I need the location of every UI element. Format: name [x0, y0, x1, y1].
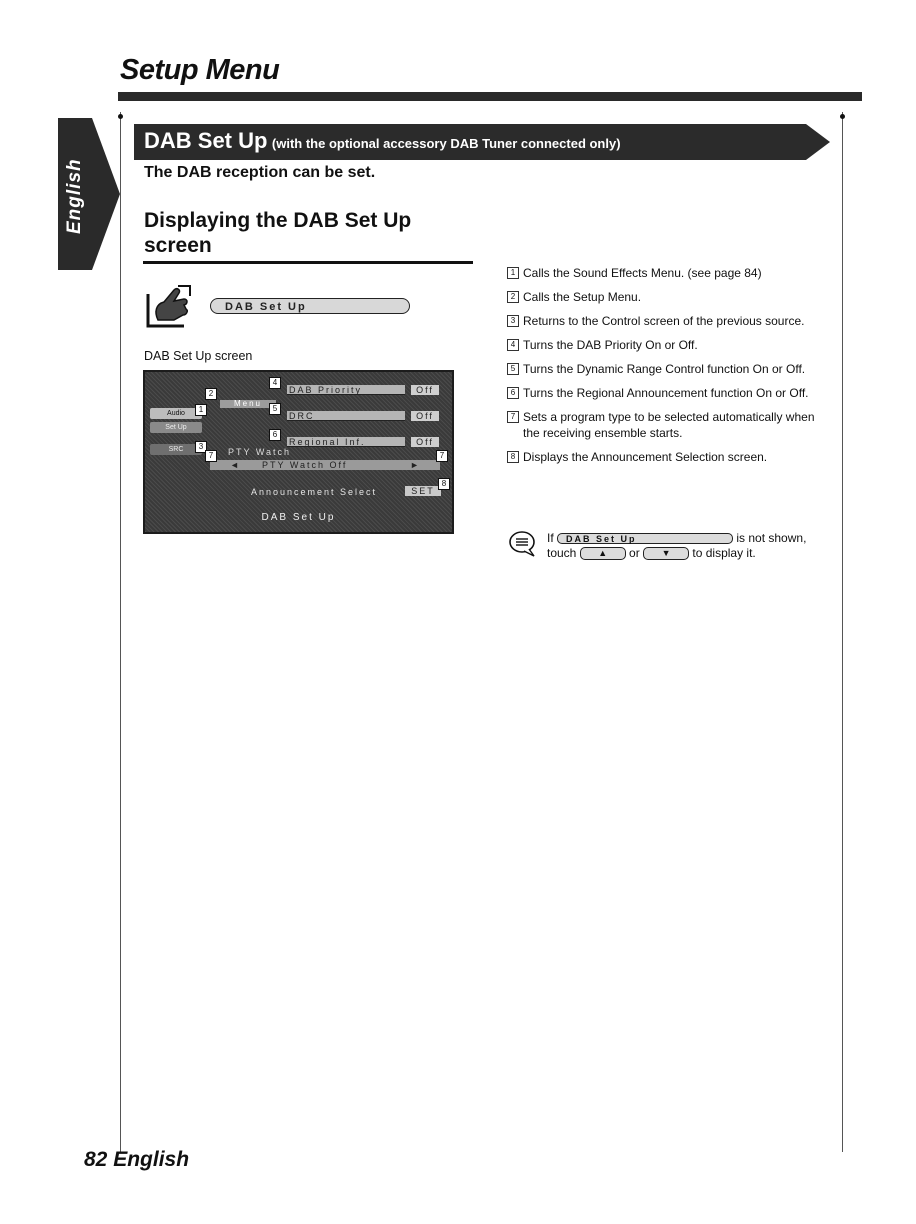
list-number: 5 — [507, 363, 519, 375]
list-text: Turns the Regional Announcement function On or Off. — [523, 386, 809, 400]
list-item — [507, 385, 817, 401]
pty-left-button[interactable]: ◄ — [230, 460, 239, 470]
list-text: Turns the Dynamic Range Control function On or Off. — [523, 362, 806, 376]
banner-subtitle: (with the optional accessory DAB Tuner connected only) — [271, 136, 621, 151]
callout-3: 3 — [195, 441, 207, 453]
dab-set-up-button[interactable]: DAB Set Up — [210, 298, 410, 314]
section-banner — [134, 124, 830, 160]
page-title: Setup Menu — [120, 54, 280, 86]
list-number: 8 — [507, 451, 519, 463]
scroll-up-key[interactable]: ▲ — [580, 547, 626, 560]
screen-title: DAB Set Up — [261, 512, 336, 523]
section-rule — [143, 261, 473, 264]
list-number: 2 — [507, 291, 519, 303]
intro-text: The DAB reception can be set. — [144, 164, 376, 181]
list-item — [507, 289, 817, 305]
list-number: 6 — [507, 387, 519, 399]
list-number: 1 — [507, 267, 519, 279]
list-item — [507, 409, 817, 441]
list-number: 3 — [507, 315, 519, 327]
scroll-down-key[interactable]: ▼ — [643, 547, 689, 560]
callout-7-left: 7 — [205, 450, 217, 462]
callout-1: 1 — [195, 404, 207, 416]
banner-title: DAB Set Up — [144, 128, 268, 153]
note-not-shown: is not shown, — [736, 531, 807, 545]
callout-6: 6 — [269, 429, 281, 441]
list-item — [507, 449, 817, 465]
page-footer — [84, 1148, 189, 1172]
pty-value: PTY Watch Off — [262, 460, 348, 470]
callout-description-list — [507, 265, 817, 473]
list-item — [507, 265, 817, 281]
screen-caption: DAB Set Up screen — [144, 349, 253, 363]
note-text — [547, 531, 837, 561]
screen-row-regional[interactable]: Regional Inf. — [287, 437, 405, 447]
title-rule — [118, 92, 862, 101]
list-text: Calls the Setup Menu. — [523, 290, 642, 304]
touch-hand-icon — [144, 284, 196, 330]
list-item — [507, 337, 817, 353]
screen-row-drc[interactable]: DRC — [287, 411, 405, 421]
callout-7-right: 7 — [436, 450, 448, 462]
page-number: 82 — [84, 1148, 108, 1171]
callout-8: 8 — [438, 478, 450, 490]
list-number: 4 — [507, 339, 519, 351]
callout-2: 2 — [205, 388, 217, 400]
list-number: 7 — [507, 411, 519, 423]
screen-menu-button[interactable]: Menu — [220, 400, 276, 408]
list-text: Calls the Sound Effects Menu. (see page 84) — [523, 266, 762, 280]
language-tab-label: English — [64, 158, 85, 234]
screen-value-dab-priority[interactable]: Off — [411, 385, 439, 395]
screen-set-button[interactable]: SET — [405, 486, 441, 496]
list-item — [507, 313, 817, 329]
screen-value-regional[interactable]: Off — [411, 437, 439, 447]
screen-src-button[interactable]: SRC — [150, 444, 202, 455]
screen-pty-heading: PTY Watch — [228, 447, 292, 457]
footer-language: English — [113, 1148, 190, 1171]
right-margin-line — [842, 112, 843, 1152]
list-text: Sets a program type to be selected automatically when the receiving ensemble starts. — [523, 410, 815, 440]
screen-row-dab-priority[interactable]: DAB Priority — [287, 385, 405, 395]
language-tab — [58, 118, 122, 270]
pty-right-button[interactable]: ► — [410, 460, 419, 470]
list-item — [507, 361, 817, 377]
dab-set-up-screen — [143, 370, 454, 534]
screen-announcement-label: Announcement Select — [251, 487, 378, 497]
section-heading: Displaying the DAB Set Up screen — [144, 209, 412, 257]
screen-audio-button[interactable]: Audio — [150, 408, 202, 419]
note-dab-set-up-key[interactable]: DAB Set Up — [557, 533, 733, 544]
note-or: or — [629, 546, 640, 560]
screen-set-up-button[interactable]: Set Up — [150, 422, 202, 433]
note-touch: touch — [547, 546, 577, 560]
note-icon — [508, 530, 538, 558]
screen-value-drc[interactable]: Off — [411, 411, 439, 421]
screen-pty-row — [210, 460, 440, 470]
note-if: If — [547, 531, 554, 545]
list-text: Returns to the Control screen of the previous source. — [523, 314, 805, 328]
margin-dot — [840, 114, 845, 119]
callout-5: 5 — [269, 403, 281, 415]
list-text: Displays the Announcement Selection screen. — [523, 450, 768, 464]
callout-4: 4 — [269, 377, 281, 389]
list-text: Turns the DAB Priority On or Off. — [523, 338, 698, 352]
note-to-display: to display it. — [692, 546, 756, 560]
